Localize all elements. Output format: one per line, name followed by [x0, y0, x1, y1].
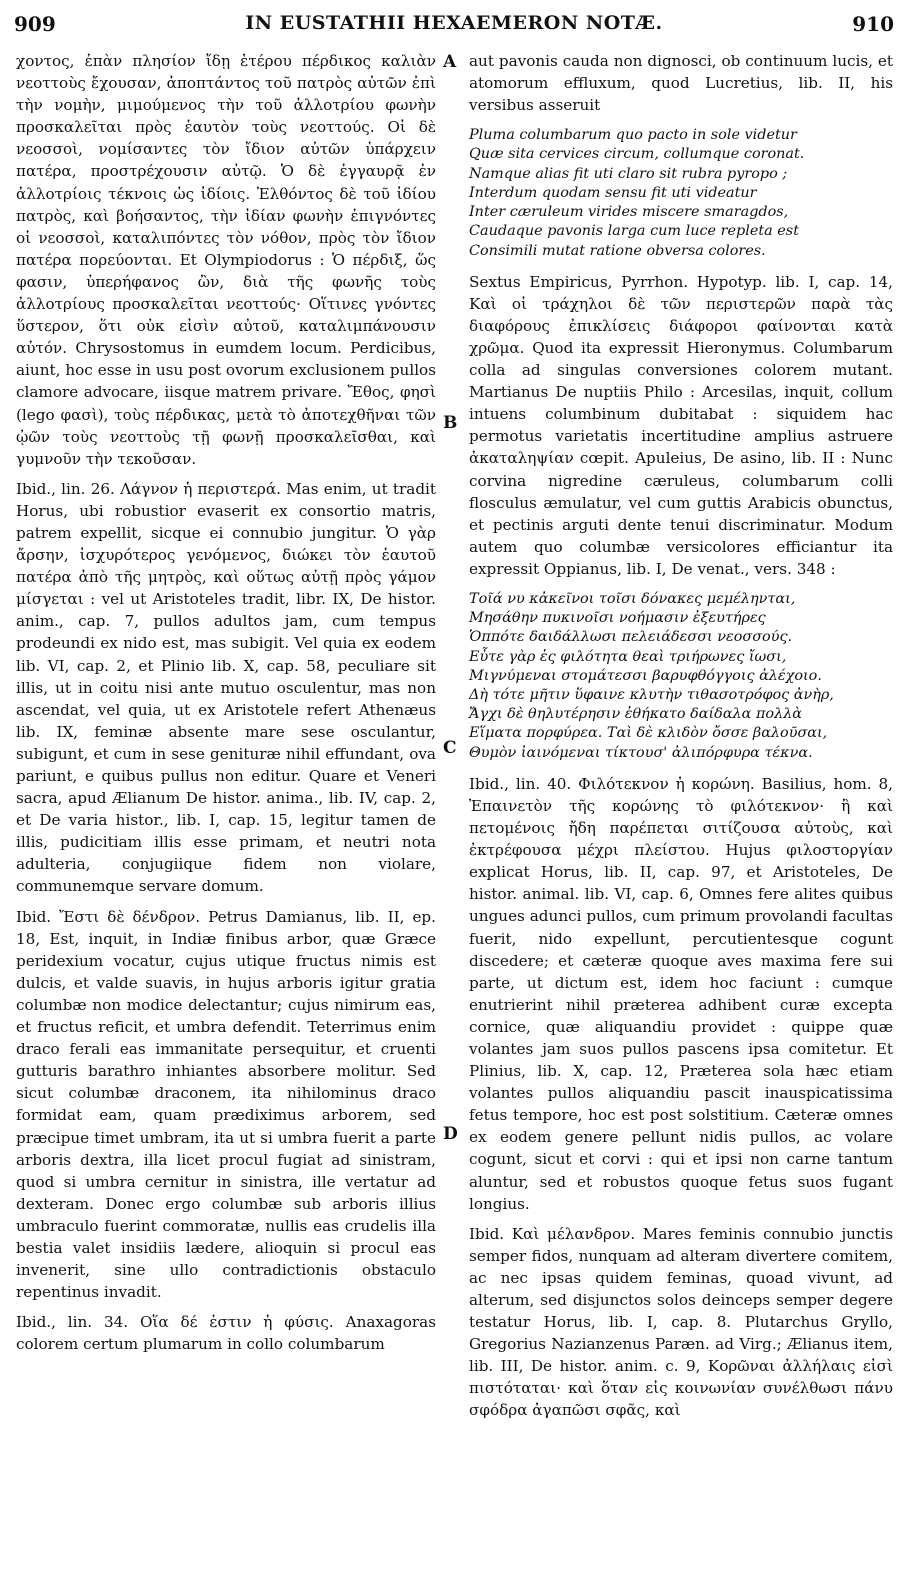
margin-marker-a: A — [443, 52, 457, 72]
verse-line: Inter cæruleum virides miscere smaragdos, — [469, 204, 789, 221]
verse-line: Εἵματα πορφύρεα. Ταὶ δὲ κλιδὸν ὄσσε βαλοῦσαι, — [469, 725, 828, 742]
margin-marker-d: D — [443, 1124, 458, 1144]
verse-line: Μησάθην πυκινοῖσι νοήμασιν ἐξευτήρες — [469, 610, 766, 627]
oppian-verse — [469, 590, 893, 763]
margin-marker-b: B — [443, 413, 458, 433]
verse-line: Θυμὸν ἰαινόμεναι τίκτουσ' ἀλιπόρφυρα τέκνα. — [469, 744, 813, 761]
left-paragraph-4: Ibid., lin. 34. Οἵα δέ ἐστιν ἡ φύσις. Anaxagoras colorem certum plumarum in collo columbarum — [16, 1313, 436, 1354]
verse-line: Pluma columbarum quo pacto in sole videtur — [469, 127, 797, 144]
verse-line: Μιγνύμεναι στομάτεσσι βαρυφθόγγοις ἀλέχοιο. — [469, 667, 822, 684]
left-paragraph-3: Ibid. Ἔστι δὲ δένδρον. Petrus Damianus, lib. II, ep. 18, Est, inquit, in Indiæ finibus arbor, quæ Græce peridexium vocatur, cujus utique fructus nimis est dulcis, et valde suavis, in hujus arboris igitur gratia columbæ non modice delectantur; cujus nimirum eas, et fructus reficit, et umbra defendit. Teterrimus enim draco ferali eas immanitate persequitur, et cruenti gutturis barathro inhiantes absorbere molitur. Sed sicut columbæ draconem, ita nihilominus draco formidat eam, quam prædiximus arborem, sed præcipue timet umbram, ita ut si umbra fuerit a parte arboris dextra, illa licet procul fugiat ad sinistram, quod si umbra cernitur in sinistra, ille vertatur ad dexteram. Donec ergo columbæ sub arboris illius umbraculo fuerint commoratæ, nullis eas crudelis illa bestia valet insidiis lædere, alioquin si procul eas invenerit, sine ullo contradictionis obstaculo repentinus invadit. — [16, 907, 436, 1302]
verse-line: Ὁππότε δαιδάλλωσι πελειάδεσσι νεοσσούς. — [469, 629, 793, 646]
verse-line: Interdum quodam sensu fit uti videatur — [469, 184, 757, 201]
right-paragraph-3: Ibid., lin. 40. Φιλότεκνον ἡ κορώνη. Basilius, hom. 8, Ἐπαινετὸν τῆς κορώνης τὸ φιλότεκνον· ἢ καὶ πετομένοις ἤδη παρέπεται σιτίζουσα αὐτοὺς, καὶ ἐκτρέφουσα μέχρι πλείστου. Hujus φιλοστοργίαν explicat Horus, lib. II, cap. 97, et Aristoteles, De histor. animal. lib. VI, cap. 6, Omnes fere alites quibus ungues adunci pullos, cum primum provolandi facultas fuerit, nido expellunt, percutientesque cogunt discedere; et cæteræ quoque aves maxima fere sui parte, ut dictum est, idem hoc faciunt : cumque enutrierint nihil præterea adhibent curæ excepta cornice, quæ aliquandiu providet : quippe quæ volantes jam suos pullos pascens ipsa comitetur. Et Plinius, lib. X, cap. 12, Præterea sola hæc etiam volantes pullos aliquandiu pascit inauspicatissima fetus tempore, hoc est post solstitium. Cæteræ omnes ex eodem genere pellunt nidis pullos, ac volare cogunt, sicut et corvi : qui et ipsi non carne tantum aluntur, sed et robustos quoque fetus suos fugant longius. — [469, 774, 893, 1213]
verse-line: Δὴ τότε μῆτιν ὕφαινε κλυτὴν τιθασοτρόφος ἀνὴρ, — [469, 687, 834, 704]
page-number-left: 909 — [14, 12, 56, 36]
margin-marker-c: C — [443, 738, 457, 758]
page-header — [14, 12, 894, 40]
verse-line: Ἄγχι δὲ θηλυτέρησιν ἐθήκατο δαίδαλα πολλὰ — [469, 706, 803, 723]
verse-line: Caudaque pavonis larga cum luce repleta est — [469, 223, 799, 240]
verse-line: Consimili mutat ratione obversa colores. — [469, 242, 766, 259]
right-paragraph-4: Ibid. Καὶ μέλανδρον. Mares feminis connubio junctis semper fidos, nunquam ad alteram divertere comitem, ac nec ipsas quidem feminas, quoad vivunt, ad alterum, sed disjunctos solos deinceps semper degere testatur Horus, lib. I, cap. 8. Plutarchus Gryllo, Gregorius Nazianzenus Paræn. ad Virg.; Ælianus item, lib. III, De histor. anim. c. 9, Κορῶναι ἀλλήλαις εἰσὶ πιστόταται· καὶ ὅταν εἰς κοινωνίαν συνέλθωσι πάνυ σφόδρα ἀγαπῶσι σφᾶς, καὶ — [469, 1224, 893, 1420]
right-column — [469, 50, 893, 1422]
verse-line: Τοῖά νυ κἀκεῖνοι τοῖσι δόνακες μεμέληνται, — [469, 591, 796, 608]
verse-line: Quæ sita cervices circum, collumque coronat. — [469, 146, 805, 163]
right-paragraph-2: Sextus Empiricus, Pyrrhon. Hypotyp. lib. I, cap. 14, Καὶ οἱ τράχηλοι δὲ τῶν περιστερῶν παρὰ τὰς διαφόρους ἐπικλίσεις διάφοροι φαίνονται κατὰ χρῶμα. Quod ita expressit Hieronymus. Columbarum colla ad singulas conversiones colorem mutant. Martianus De nuptiis Philo : Arcesilas, inquit, collum intuens columbinum dubitabat : siquidem hac permotus varietatis incertitudine amplius astruere ἀκαταληψίαν cœpit. Apuleius, De asino, lib. II : Nunc corvina nigredine cæruleus, columbarum colli flosculus æmulatur, vel cum guttis Arabicis obunctus, et pectinis arguti dente tenui discriminatur. Modum autem quo columbæ versicolores efficiantur ita expressit Oppianus, lib. I, De venat., vers. 348 : — [469, 272, 893, 578]
verse-line: Εὖτε γὰρ ἐς φιλότητα θεαὶ τριήρωνες ἴωσι, — [469, 648, 787, 665]
verse-line: Namque alias fit uti claro sit rubra pyropo ; — [469, 165, 788, 182]
right-paragraph-1: aut pavonis cauda non dignosci, ob continuum lucis, et atomorum effluxum, quod Lucretius, lib. II, his versibus asseruit — [469, 52, 893, 115]
left-paragraph-1: χοντος, ἐπὰν πλησίον ἴδῃ ἑτέρου πέρδικος καλιὰν νεοττοὺς ἔχουσαν, ἀποπτάντος τοῦ πατρὸς αὐτῶν ἐπὶ τὴν νομὴν, μιμούμενος τὴν τοῦ ἀλλοτρίου φωνὴν προσκαλεῖται πρὸς ἑαυτὸν τοὺς νεοττούς. Οἱ δὲ νεοσσοὶ, νομίσαντες τὸν ἴδιον αὐτῶν ὑπάρχειν πατέρα, προστρέχουσιν αὐτῷ. Ὁ δὲ ἐγγαυρᾷ ἐν ἀλλοτρίοις τέκνοις ὡς ἰδίοις. Ἐλθόντος δὲ τοῦ ἰδίου πατρὸς, καὶ βοήσαντος, τὴν ἰδίαν φωνὴν ἐπιγνόντες οἱ νεοσσοὶ, καταλιπόντες τὸν νόθον, πρὸς τὸν ἴδιον πατέρα πορεύονται. Et Olympiodorus : Ὁ πέρδιξ, ὥς φασιν, ὑπερήφανος ὢν, διὰ τῆς φωνῆς τοὺς ἀλλοτρίους προσκαλεῖται νεοττούς· Οἵτινες γνόντες ὕστερον, ὅτι οὐκ εἰσὶν αὐτοῦ, καταλιμπάνουσιν αὐτόν. Chrysostomus in eumdem locum. Perdicibus, aiunt, hoc esse in usu post ovorum exclusionem pullos clamore advocare, iisque matrem privare. Ἔθος, φησὶ (lego φασὶ), τοὺς πέρδικας, μετὰ τὸ ἀποτεχθῆναι τῶν ᾠῶν τοὺς νεοττοὺς τῇ φωνῇ προσκαλεῖσθαι, καὶ γυμνοῦν τὴν τεκοῦσαν. — [16, 52, 436, 468]
left-column — [16, 50, 436, 1355]
lucretius-verse — [469, 126, 893, 260]
page-number-right: 910 — [852, 12, 894, 36]
left-paragraph-2: Ibid., lin. 26. Λάγνον ἡ περιστερά. Mas enim, ut tradit Horus, ubi robustior evaserit ex consortio matris, patrem expellit, sicque ei connubio jungitur. Ὁ γὰρ ἄρσην, ἰσχυρότερος γενόμενος, διώκει τὸν ἑαυτοῦ πατέρα ἀπὸ τῆς μητρὸς, καὶ οὕτως αὐτῇ πρὸς γάμον μίσγεται : vel ut Aristoteles tradit, libr. IX, De histor. anim., cap. 7, pullos adultos jam, cum tempus prodeundi ex nido est, mas subigit. Vel quia ex eodem lib. VI, cap. 2, et Plinio lib. X, cap. 58, peculiare sit illis, ut in coitu nisi ante mutuo osculentur, mas non ascendat, vel quia, ut ex Aristotele refert Athenæus lib. IX, feminæ absente mare sese osculantur, subigunt, et cum in sese genituræ nihil effundant, ova pariunt, e quibus pullus non editur. Quare et Veneri sacra, apud Ælianum De histor. anima., lib. IV, cap. 2, et De varia histor., lib. I, cap. 15, legitur tamen de illis, pudicitiam illis esse primam, et neutri nota adulteria, conjugiique fidem non violare, communemque servare domum. — [16, 479, 436, 896]
running-title: IN EUSTATHII HEXAEMERON NOTÆ. — [245, 12, 663, 34]
